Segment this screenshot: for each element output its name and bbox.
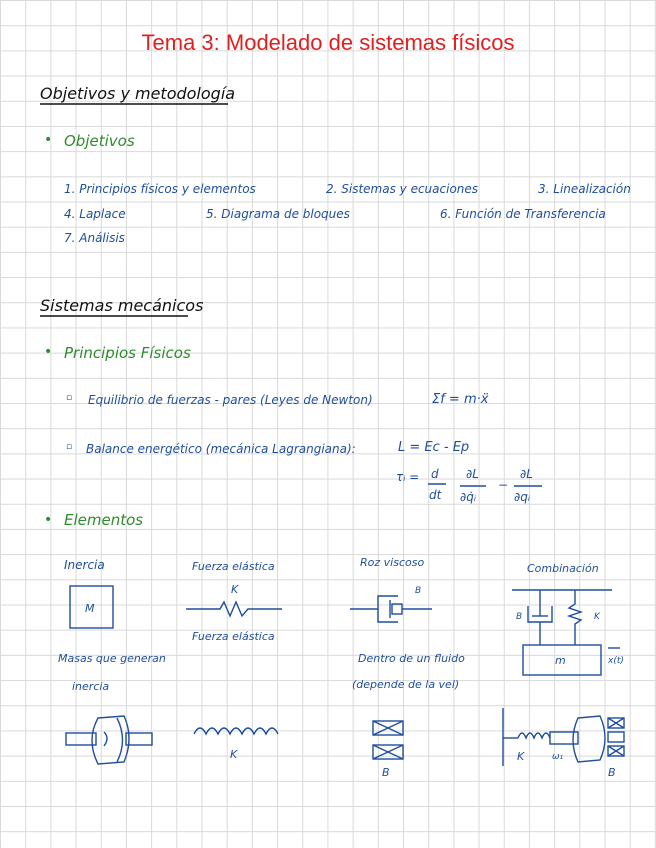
inertia-cylinder xyxy=(92,716,129,764)
sub-bullet-icon: ▫ xyxy=(66,393,73,403)
rotation-arrow xyxy=(104,732,107,746)
fluid-label-line2: (depende de la vel) xyxy=(352,678,460,691)
bullet-icon: • xyxy=(44,132,53,148)
principle-newton: Equilibrio de fuerzas - pares (Leyes de Newton) xyxy=(88,393,373,407)
spring-k-label: K xyxy=(231,583,239,596)
objectives-label: Objetivos xyxy=(64,132,135,150)
objective-item: 1. Principios físicos y elementos xyxy=(64,182,256,196)
damper-b-label: B xyxy=(415,586,422,596)
mass-box xyxy=(70,586,113,628)
damper-piston-head xyxy=(392,604,402,614)
coil-spring xyxy=(194,728,278,734)
viscous-friction-label: Roz viscoso xyxy=(360,556,425,569)
newton-equation: Σf = m·ẍ xyxy=(432,392,489,407)
masses-label: Masas que generan xyxy=(58,652,166,665)
section-heading-mechanical-systems: Sistemas mecánicos xyxy=(40,296,204,315)
bullet-icon: • xyxy=(44,344,53,360)
eq-dqdot: ∂q̇ᵢ xyxy=(460,490,476,504)
eq-dL1: ∂L xyxy=(466,467,479,481)
principle-lagrange: Balance energético (mecánica Lagrangiana): xyxy=(86,442,356,456)
combination-b-label: B xyxy=(516,612,523,622)
objective-item: 5. Diagrama de bloques xyxy=(206,207,350,221)
combination-m-label: m xyxy=(555,654,566,667)
combination-spring xyxy=(569,590,581,645)
eq-dL2: ∂L xyxy=(520,467,533,481)
mass-symbol: M xyxy=(85,602,95,615)
shaft-right xyxy=(126,733,152,745)
masses-label-line2: inercia xyxy=(72,680,110,693)
shaft-coil-spring xyxy=(518,733,550,738)
shaft-b-label: B xyxy=(608,766,616,779)
combination-k-label: K xyxy=(594,612,600,622)
objective-item: 2. Sistemas y ecuaciones xyxy=(326,182,479,196)
fluid-label: Dentro de un fluido xyxy=(358,652,465,665)
spring-symbol xyxy=(186,602,282,616)
elastic-force-label: Fuerza elástica xyxy=(192,560,275,573)
shaft-omega-label: ω₁ xyxy=(552,752,564,762)
tau-lhs: τᵢ = xyxy=(396,470,420,484)
damper-cylinder xyxy=(378,596,398,622)
combination-label: Combinación xyxy=(527,562,599,575)
objective-item: 4. Laplace xyxy=(64,207,126,221)
elements-label: Elementos xyxy=(64,511,144,529)
shaft-k-label: K xyxy=(517,750,525,763)
objective-item: 6. Función de Transferencia xyxy=(440,207,606,221)
combination-mass xyxy=(523,645,601,675)
sub-bullet-icon: ▫ xyxy=(66,442,73,452)
objective-item: 7. Análisis xyxy=(64,231,125,245)
eq-dq: ∂qᵢ xyxy=(514,490,530,504)
torsion-spring-k-label: K xyxy=(230,748,238,761)
inertia-label: Inercia xyxy=(64,558,105,572)
lagrangian-equation: L = Ec - Ep xyxy=(398,440,470,455)
elastic-force-label-bottom: Fuerza elástica xyxy=(192,630,275,643)
physical-principles-label: Principios Físicos xyxy=(64,344,191,362)
fluid-b-label: B xyxy=(382,766,390,779)
bullet-icon: • xyxy=(44,512,53,528)
eq-dt: dt xyxy=(429,488,442,502)
objective-item: 3. Linealización xyxy=(538,182,631,196)
section-heading-objectives-methodology: Objetivos y metodología xyxy=(40,84,236,103)
combination-x-label: x(t) xyxy=(608,656,624,666)
eq-minus: − xyxy=(498,478,509,492)
page-title: Tema 3: Modelado de sistemas físicos xyxy=(141,30,515,55)
eq-d: d xyxy=(431,467,439,481)
